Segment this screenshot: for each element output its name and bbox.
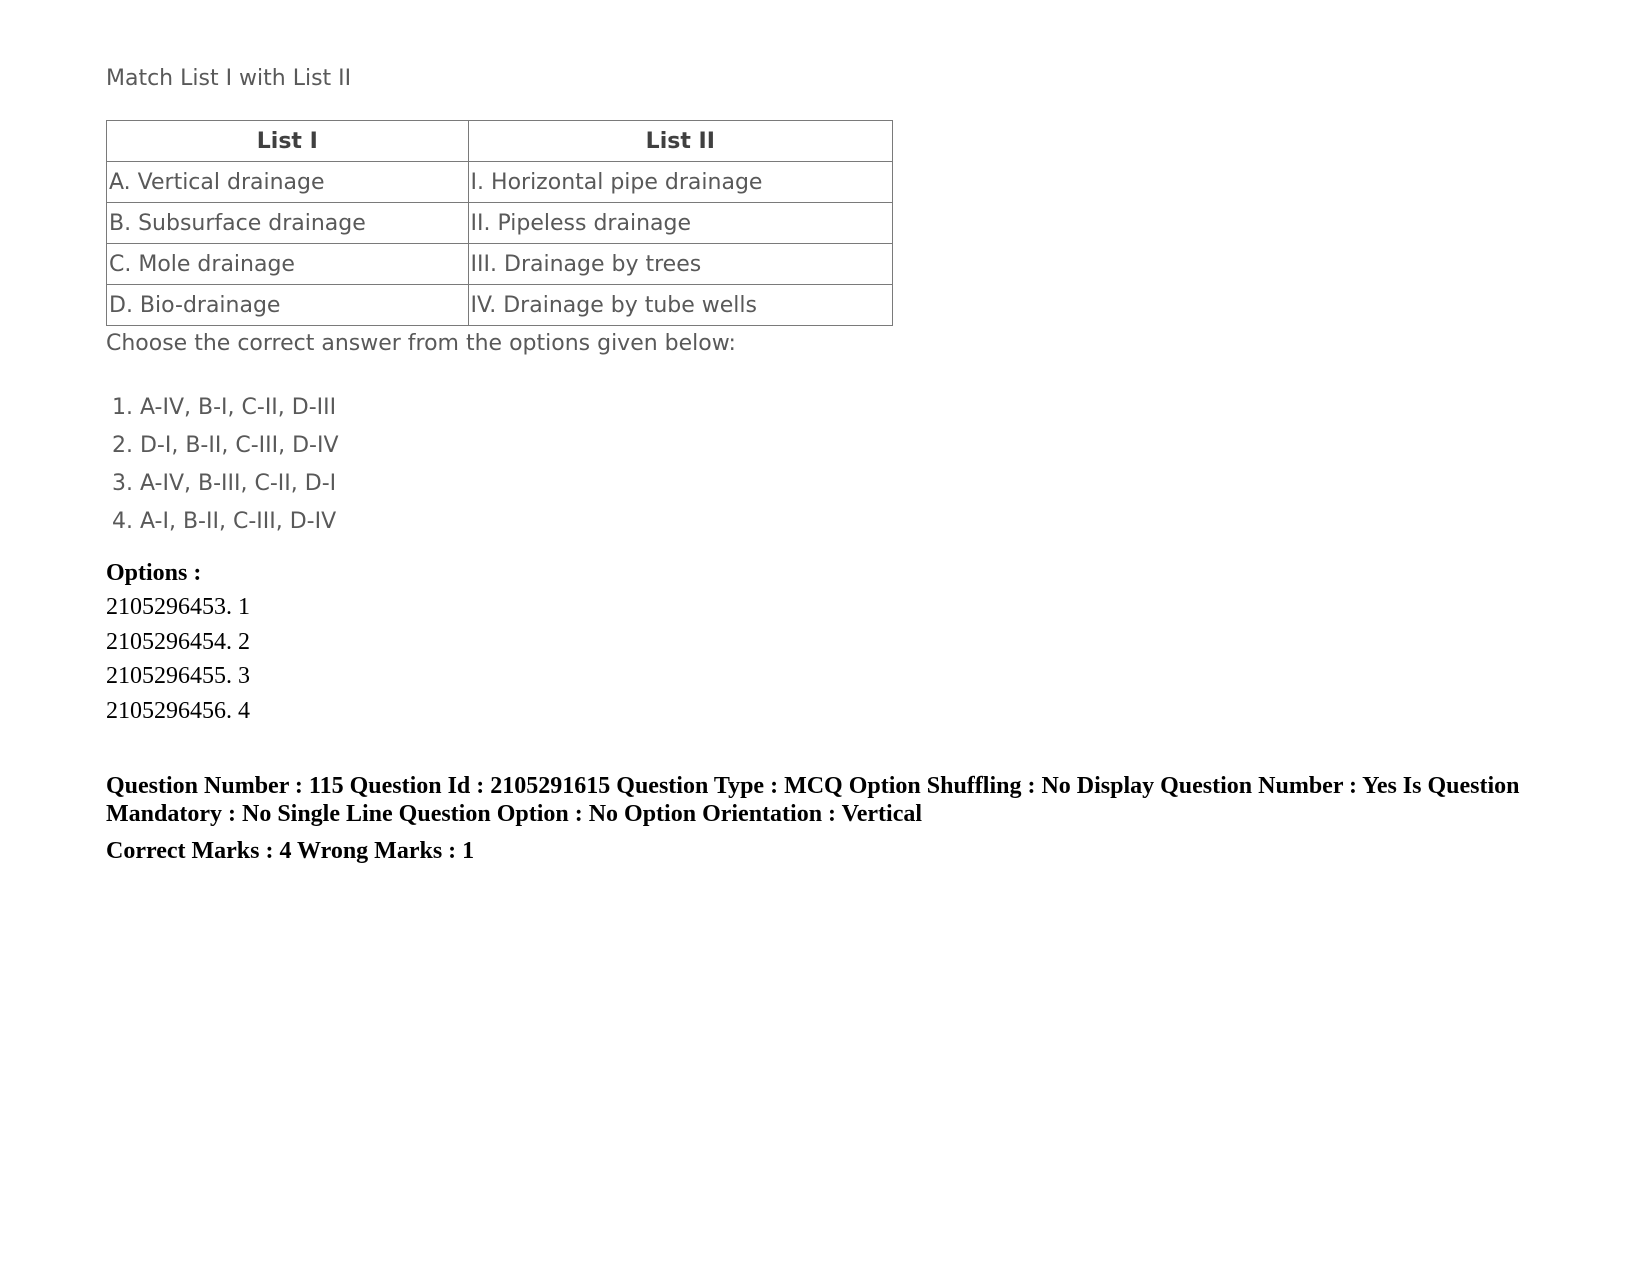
question-intro: Match List I with List II bbox=[106, 66, 352, 91]
list-1-header: List I bbox=[107, 121, 469, 162]
table-row bbox=[107, 162, 893, 203]
match-table bbox=[106, 120, 893, 326]
answer-choice: 3. A-IV, B-III, C-II, D-I bbox=[112, 471, 337, 496]
list-1-cell: A. Vertical drainage bbox=[107, 162, 469, 203]
table-row bbox=[107, 203, 893, 244]
question-image bbox=[106, 56, 906, 541]
list-1-cell: B. Subsurface drainage bbox=[107, 203, 469, 244]
option-id-list bbox=[106, 590, 250, 728]
list-2-cell: I. Horizontal pipe drainage bbox=[468, 162, 892, 203]
list-2-cell: III. Drainage by trees bbox=[468, 244, 892, 285]
answer-choices bbox=[112, 389, 906, 541]
question-info: Question Number : 115 Question Id : 2105291615 Question Type : MCQ Option Shuffling : No Display Question Number : Yes Is Question Mandatory : No Single Line Question Option : No Option Orientation : Vertical bbox=[106, 773, 1520, 827]
list-1-cell: D. Bio-drainage bbox=[107, 285, 469, 326]
options-label: Options : bbox=[106, 560, 202, 586]
list-2-cell: II. Pipeless drainage bbox=[468, 203, 892, 244]
answer-choice: 1. A-IV, B-I, C-II, D-III bbox=[112, 395, 337, 420]
marks-info: Correct Marks : 4 Wrong Marks : 1 bbox=[106, 838, 475, 864]
option-id-item: 2105296454. 2 bbox=[106, 628, 250, 655]
list-2-header: List II bbox=[468, 121, 892, 162]
table-header-row bbox=[107, 121, 893, 162]
option-id-item: 2105296456. 4 bbox=[106, 697, 250, 724]
option-id-item: 2105296455. 3 bbox=[106, 663, 250, 689]
answer-choice: 4. A-I, B-II, C-III, D-IV bbox=[112, 509, 337, 534]
option-id-item: 2105296453. 1 bbox=[106, 594, 250, 620]
table-row bbox=[107, 285, 893, 326]
choose-instruction: Choose the correct answer from the options given below: bbox=[106, 331, 736, 356]
answer-choice: 2. D-I, B-II, C-III, D-IV bbox=[112, 433, 339, 458]
list-1-cell: C. Mole drainage bbox=[107, 244, 469, 285]
list-2-cell: IV. Drainage by tube wells bbox=[468, 285, 892, 326]
table-row bbox=[107, 244, 893, 285]
